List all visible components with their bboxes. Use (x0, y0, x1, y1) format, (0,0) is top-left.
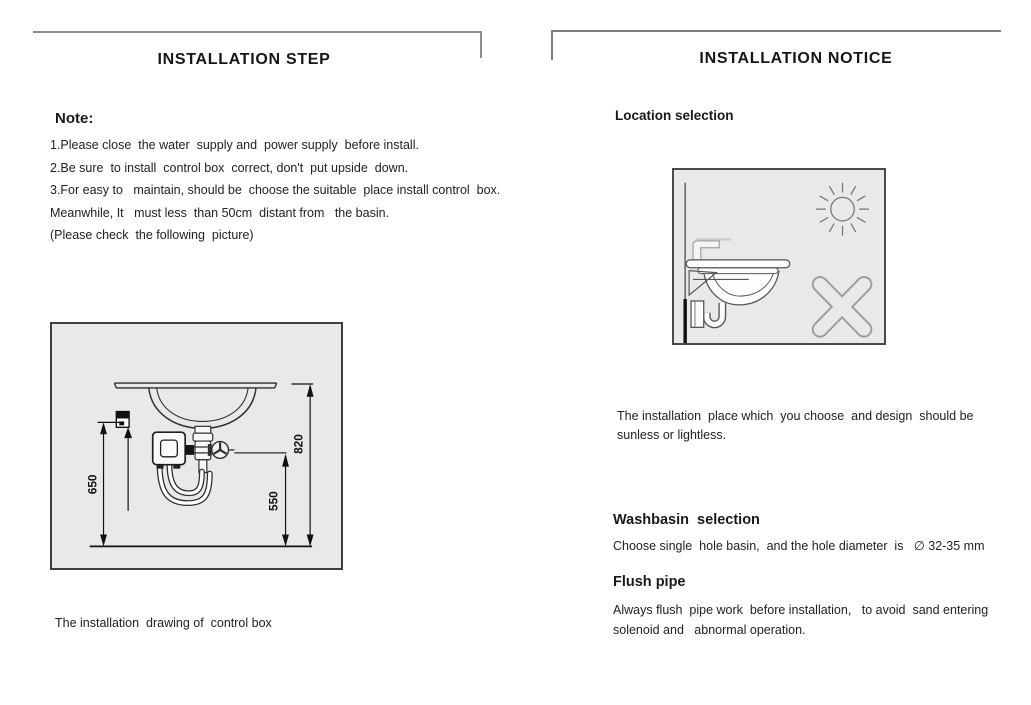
note-line: 3.For easy to maintain, should be choose the suitable place install control box. (50, 183, 501, 197)
basin-bowl (149, 388, 256, 428)
flush-pipe-heading: Flush pipe (613, 574, 686, 590)
sensor-symbol (116, 412, 132, 511)
hoses (160, 464, 210, 503)
svg-text:650: 650 (85, 474, 100, 495)
dimension-650 (86, 422, 121, 546)
x-mark-icon (820, 284, 864, 329)
right-page-title: INSTALLATION NOTICE (699, 50, 893, 67)
flush-pipe-body (613, 600, 988, 640)
location-note-line: sunless or lightless. (617, 427, 727, 442)
right-page-corner-rule (551, 30, 553, 60)
sun-icon (816, 183, 869, 236)
control-box-diagram (52, 324, 341, 568)
dimension-550 (267, 454, 289, 546)
washbasin-selection-heading: Washbasin selection (613, 512, 760, 528)
control-box-diagram-panel (50, 322, 343, 570)
location-selection-heading: Location selection (615, 108, 734, 123)
note-line: Meanwhile, It must less than 50cm distant from the basin. (50, 205, 390, 220)
location-illustration-panel (672, 168, 886, 345)
note-line: (Please check the following picture) (50, 228, 254, 242)
note-line: 2.Be sure to install control box correct, don't put upside down. (50, 160, 409, 175)
flush-pipe-line: solenoid and abnormal operation. (613, 623, 806, 637)
note-heading: Note: (55, 110, 94, 127)
left-page-title: INSTALLATION STEP (157, 51, 331, 68)
note-list (50, 134, 500, 247)
left-page-corner-rule (480, 31, 482, 58)
faucet (693, 239, 731, 261)
right-page-top-rule (551, 30, 1001, 32)
location-illustration (674, 170, 884, 343)
location-note (617, 407, 973, 444)
dimension-820 (291, 384, 313, 546)
washbasin (686, 260, 790, 305)
flush-pipe-line: Always flush pipe work before installation, to avoid sand entering (613, 603, 989, 617)
counter-top (114, 383, 276, 388)
svg-text:820: 820 (291, 434, 306, 454)
svg-text:550: 550 (266, 491, 281, 511)
diagram-caption: The installation drawing of control box (55, 616, 272, 630)
note-line: 1.Please close the water supply and power supply before install. (50, 138, 419, 152)
control-box (153, 432, 194, 468)
location-note-line: The installation place which you choose and design should be (617, 409, 974, 423)
angle-valve (194, 442, 286, 459)
trap-pipe (691, 301, 722, 327)
washbasin-selection-body: Choose single hole basin, and the hole diameter is ∅ 32-35 mm (613, 539, 985, 553)
left-page-top-rule (33, 31, 482, 33)
